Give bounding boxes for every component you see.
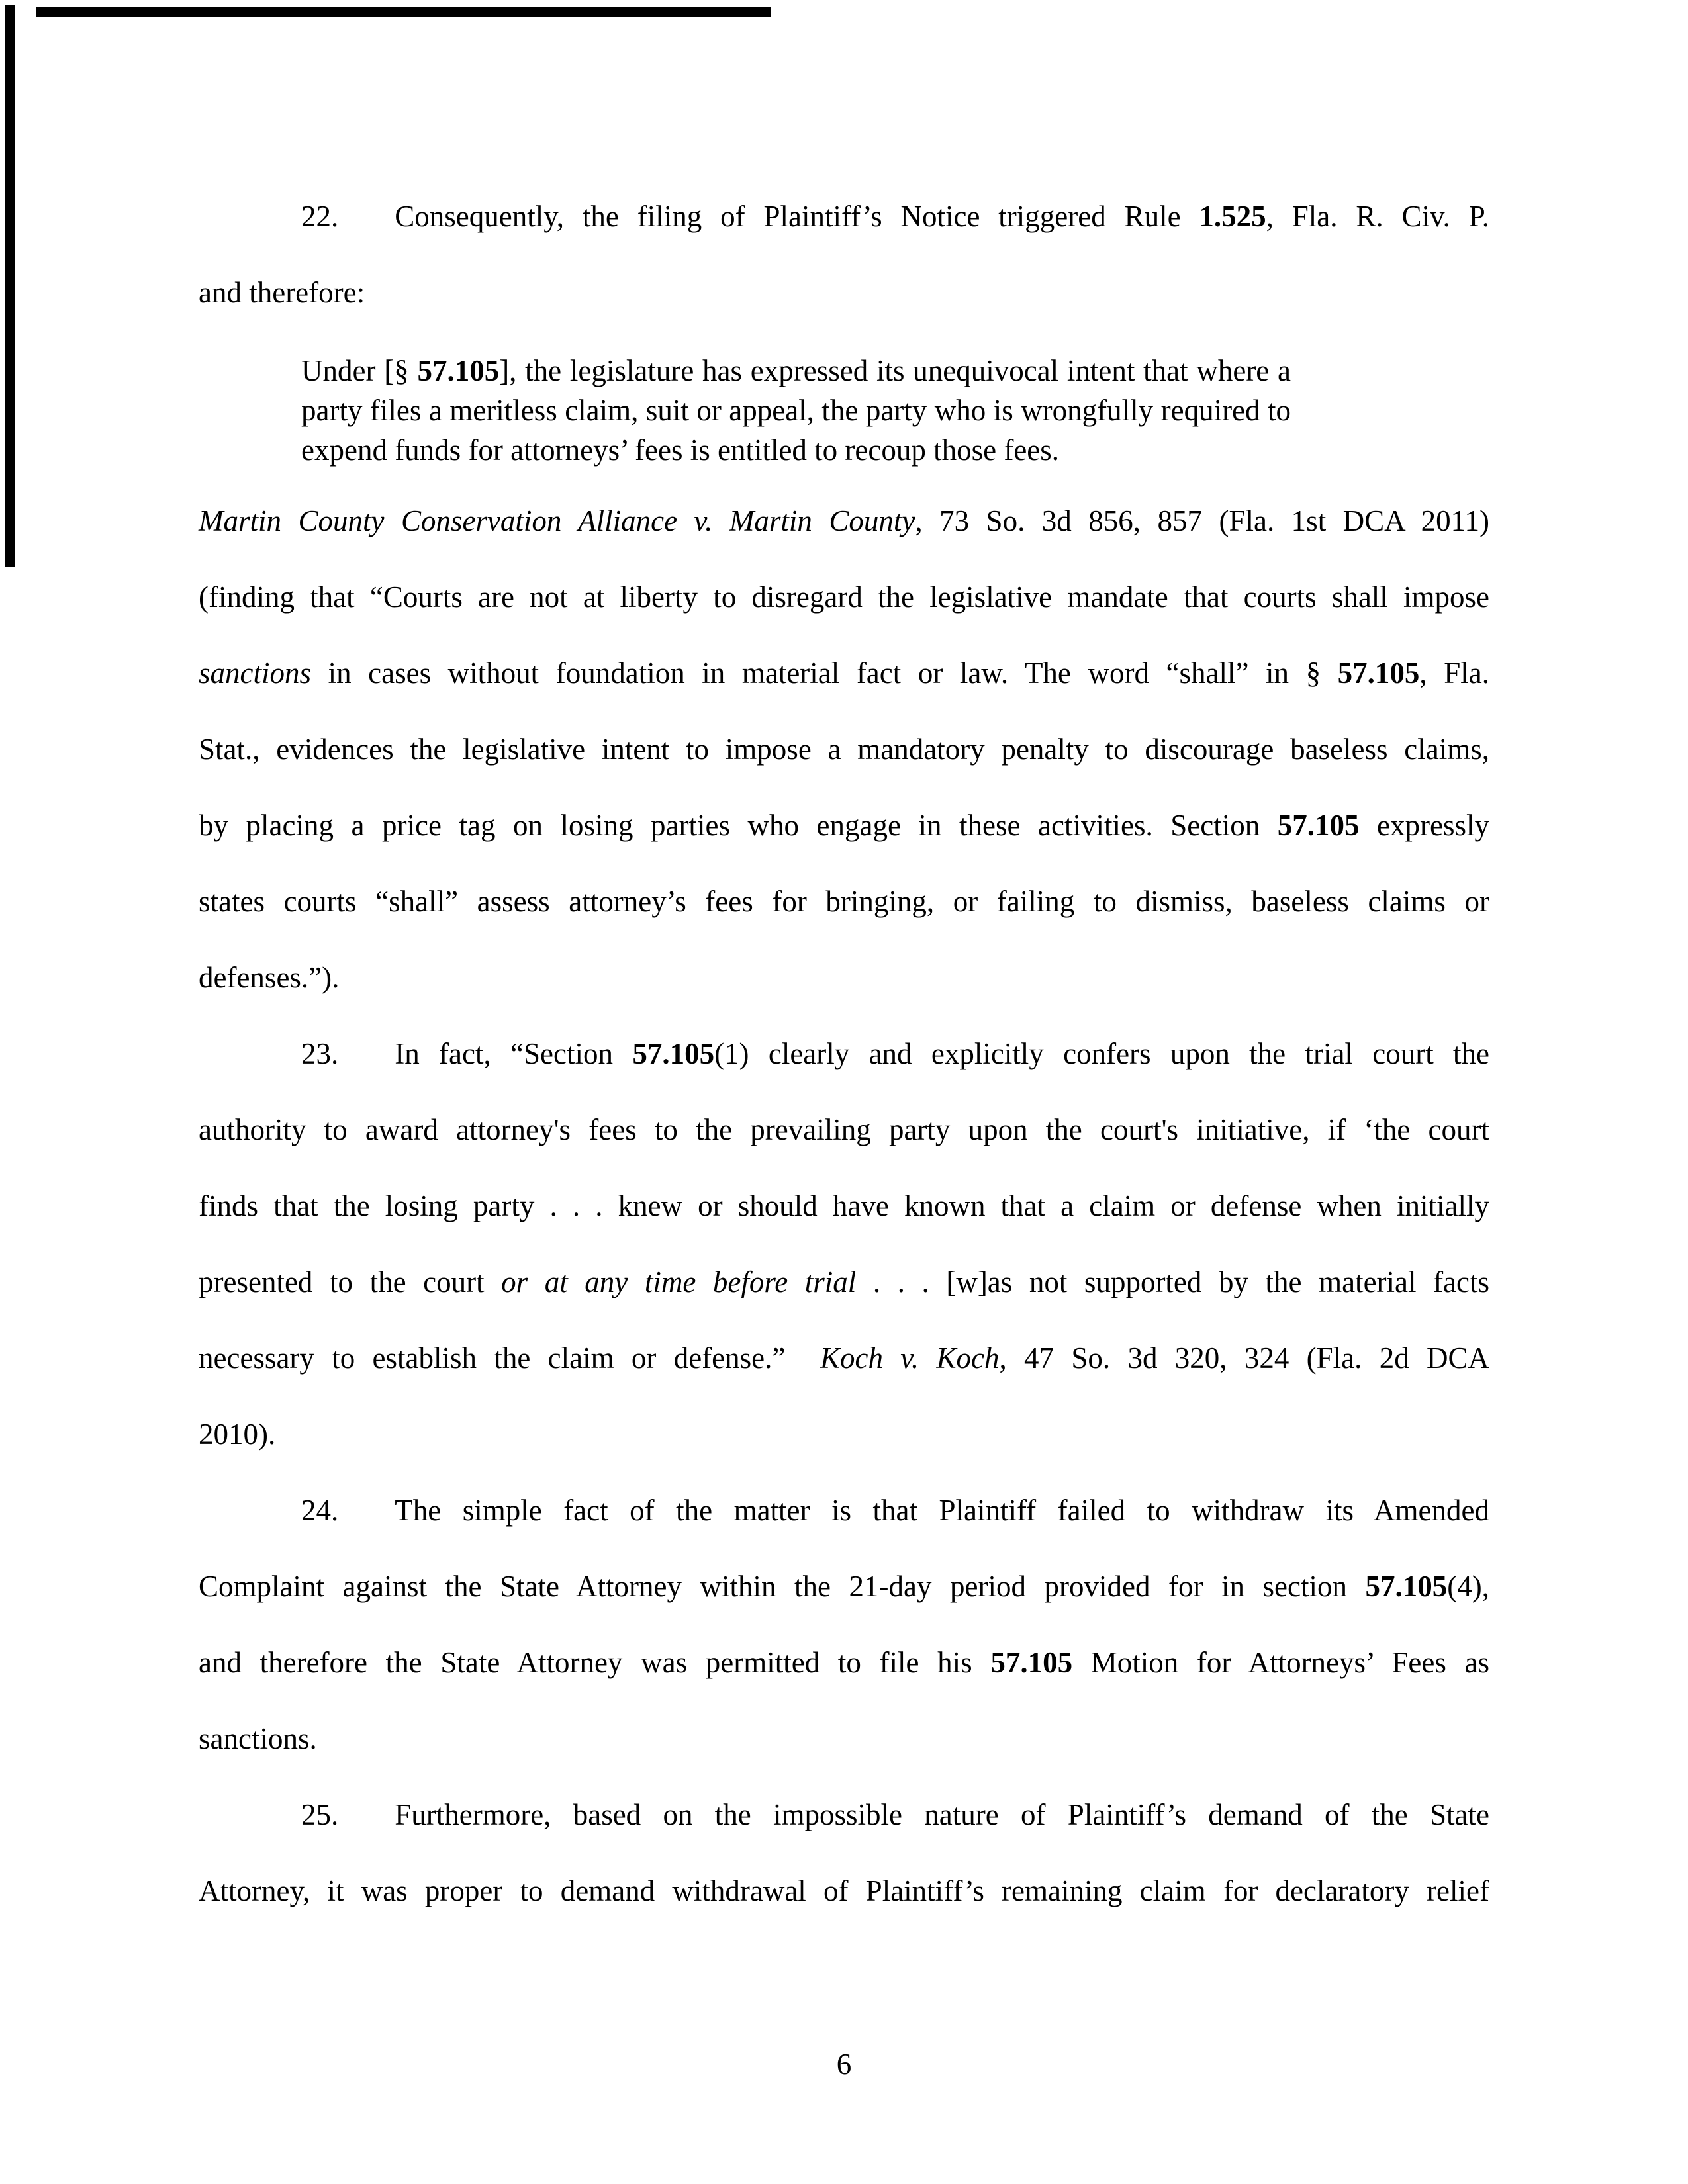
body-text: by placing a price tag on losing parties who engage in these activities. Section bbox=[199, 809, 1278, 842]
bold-text: 57.105 bbox=[1365, 1570, 1448, 1603]
text-line-content bbox=[199, 885, 1489, 918]
body-text: Attorney, it was proper to demand withdrawal of Plaintiff’s remaining claim for declaratory relief bbox=[199, 1874, 1489, 1907]
text-line-p22-l1 bbox=[199, 179, 1489, 255]
body-text: (1) clearly and explicitly confers upon the trial court the bbox=[714, 1037, 1489, 1070]
body-text: The simple fact of the matter is that Plaintiff failed to withdraw its Amended bbox=[395, 1494, 1489, 1527]
document-body bbox=[199, 179, 1489, 1929]
text-line-content bbox=[199, 354, 1291, 387]
text-line-content bbox=[199, 1798, 1489, 1831]
body-text: sanctions. bbox=[199, 1722, 317, 1755]
text-line-quote-l1 bbox=[199, 351, 1489, 390]
text-line-content bbox=[199, 733, 1489, 766]
block-quote bbox=[199, 351, 1489, 470]
text-line-content bbox=[199, 1113, 1489, 1146]
body-text: Under [§ bbox=[301, 354, 418, 387]
text-line-content bbox=[199, 394, 1291, 427]
body-text: Motion for Attorneys’ Fees as bbox=[1072, 1646, 1489, 1679]
body-text: defenses.”). bbox=[199, 961, 340, 994]
bold-text: 1.525 bbox=[1199, 200, 1266, 233]
text-line-content bbox=[199, 200, 1489, 233]
text-line-p23-l6 bbox=[199, 1396, 1489, 1473]
indent-spacer bbox=[199, 1824, 301, 1825]
text-line-cite-l7 bbox=[199, 940, 1489, 1016]
body-text: ], the legislature has expressed its unequivocal intent that where a bbox=[499, 354, 1291, 387]
body-text: , Fla. bbox=[1419, 657, 1489, 690]
indent-spacer bbox=[199, 459, 301, 460]
text-line-p23-l3 bbox=[199, 1168, 1489, 1244]
text-line-cite-l5 bbox=[199, 788, 1489, 864]
body-text: and therefore the State Attorney was permitted to file his bbox=[199, 1646, 991, 1679]
body-text: Stat., evidences the legislative intent to impose a mandatory penalty to discourage baseless claims, bbox=[199, 733, 1489, 766]
text-line-quote-l2 bbox=[199, 390, 1489, 430]
bold-text: 57.105 bbox=[990, 1646, 1073, 1679]
text-line-p22-l2 bbox=[199, 255, 1489, 331]
bold-text: 57.105 bbox=[1337, 657, 1420, 690]
text-line-p23-l5 bbox=[199, 1320, 1489, 1396]
bold-text: 57.105 bbox=[417, 354, 500, 387]
tab-spacer bbox=[338, 1063, 395, 1064]
paragraph-number: 25. bbox=[301, 1798, 339, 1831]
text-line-content bbox=[199, 1722, 317, 1755]
text-line-p25-l1 bbox=[199, 1777, 1489, 1853]
body-text: , 73 So. 3d 856, 857 (Fla. 1st DCA 2011) bbox=[915, 504, 1489, 537]
italic-text: sanctions bbox=[199, 657, 312, 690]
body-text: finds that the losing party . . . knew or should have known that a claim or defense when initially bbox=[199, 1189, 1489, 1222]
body-text: . . . [w]as not supported by the material facts bbox=[856, 1265, 1490, 1298]
body-text: Consequently, the filing of Plaintiff’s Notice triggered Rule bbox=[395, 200, 1199, 233]
text-line-p23-l4 bbox=[199, 1244, 1489, 1320]
text-line-cite-l2 bbox=[199, 559, 1489, 635]
bold-text: 57.105 bbox=[1277, 809, 1360, 842]
text-line-content bbox=[199, 276, 365, 309]
text-line-content bbox=[199, 657, 1489, 690]
text-line-p24-l1 bbox=[199, 1473, 1489, 1549]
body-text: Complaint against the State Attorney within the 21-day period provided for in section bbox=[199, 1570, 1366, 1603]
text-line-content bbox=[199, 1494, 1489, 1527]
text-line-content bbox=[199, 580, 1489, 614]
text-line-content bbox=[199, 1265, 1489, 1298]
paragraph-number: 22. bbox=[301, 200, 339, 233]
text-line-content bbox=[199, 504, 1489, 537]
text-line-content bbox=[199, 809, 1489, 842]
body-text: presented to the court bbox=[199, 1265, 502, 1298]
text-line-p25-l2 bbox=[199, 1853, 1489, 1929]
text-line-content bbox=[199, 1342, 1489, 1375]
text-line-p24-l3 bbox=[199, 1625, 1489, 1701]
paragraph-number: 24. bbox=[301, 1494, 339, 1527]
body-text: expend funds for attorneys’ fees is entitled to recoup those fees. bbox=[301, 433, 1060, 467]
italic-text: Koch v. Koch bbox=[820, 1342, 1000, 1375]
body-text: , 47 So. 3d 320, 324 (Fla. 2d DCA bbox=[999, 1342, 1490, 1375]
body-text: states courts “shall” assess attorney’s fees for bringing, or failing to dismiss, baseless claims or bbox=[199, 885, 1489, 918]
body-text: 2010). bbox=[199, 1418, 276, 1451]
text-line-content bbox=[199, 1646, 1489, 1679]
text-line-p24-l2 bbox=[199, 1549, 1489, 1625]
text-line-content bbox=[199, 1189, 1489, 1222]
text-line-content bbox=[199, 433, 1059, 467]
text-line-p24-l4 bbox=[199, 1701, 1489, 1777]
body-text: party files a meritless claim, suit or appeal, the party who is wrongfully required to bbox=[301, 394, 1291, 427]
body-text: authority to award attorney's fees to the prevailing party upon the court's initiative, if ‘the court bbox=[199, 1113, 1489, 1146]
italic-text: or at any time before trial bbox=[501, 1265, 857, 1298]
body-text: expressly bbox=[1359, 809, 1489, 842]
text-line-content bbox=[199, 1570, 1489, 1603]
text-line-content bbox=[199, 961, 339, 994]
text-line-content bbox=[199, 1037, 1489, 1070]
italic-text: Martin County Conservation Alliance v. Martin County bbox=[199, 504, 915, 537]
text-line-quote-l3 bbox=[199, 430, 1489, 470]
body-text: necessary to establish the claim or defense.” bbox=[199, 1342, 820, 1375]
text-line-cite-l4 bbox=[199, 711, 1489, 788]
body-text: and therefore: bbox=[199, 276, 365, 309]
paragraph-number: 23. bbox=[301, 1037, 339, 1070]
text-line-p23-l1 bbox=[199, 1016, 1489, 1092]
tab-spacer bbox=[338, 1824, 395, 1825]
text-line-cite-l1 bbox=[199, 483, 1489, 559]
body-text: (finding that “Courts are not at liberty to disregard the legislative mandate that courts shall impose bbox=[199, 580, 1489, 614]
text-line-content bbox=[199, 1418, 275, 1451]
text-line-cite-l6 bbox=[199, 864, 1489, 940]
page-number: 6 bbox=[836, 2048, 852, 2081]
text-line-content bbox=[199, 1874, 1489, 1907]
scan-artifact-top-bar bbox=[36, 7, 771, 17]
body-text: in cases without foundation in material fact or law. The word “shall” in § bbox=[311, 657, 1338, 690]
indent-spacer bbox=[199, 1063, 301, 1064]
text-line-cite-l3 bbox=[199, 635, 1489, 711]
text-line-p23-l2 bbox=[199, 1092, 1489, 1168]
body-text: , Fla. R. Civ. P. bbox=[1266, 200, 1489, 233]
body-text: Furthermore, based on the impossible nature of Plaintiff’s demand of the State bbox=[395, 1798, 1489, 1831]
bold-text: 57.105 bbox=[632, 1037, 715, 1070]
indent-spacer bbox=[199, 380, 301, 381]
body-text: In fact, “Section bbox=[395, 1037, 633, 1070]
body-text: (4), bbox=[1447, 1570, 1489, 1603]
scan-artifact-left-bar bbox=[5, 5, 15, 567]
